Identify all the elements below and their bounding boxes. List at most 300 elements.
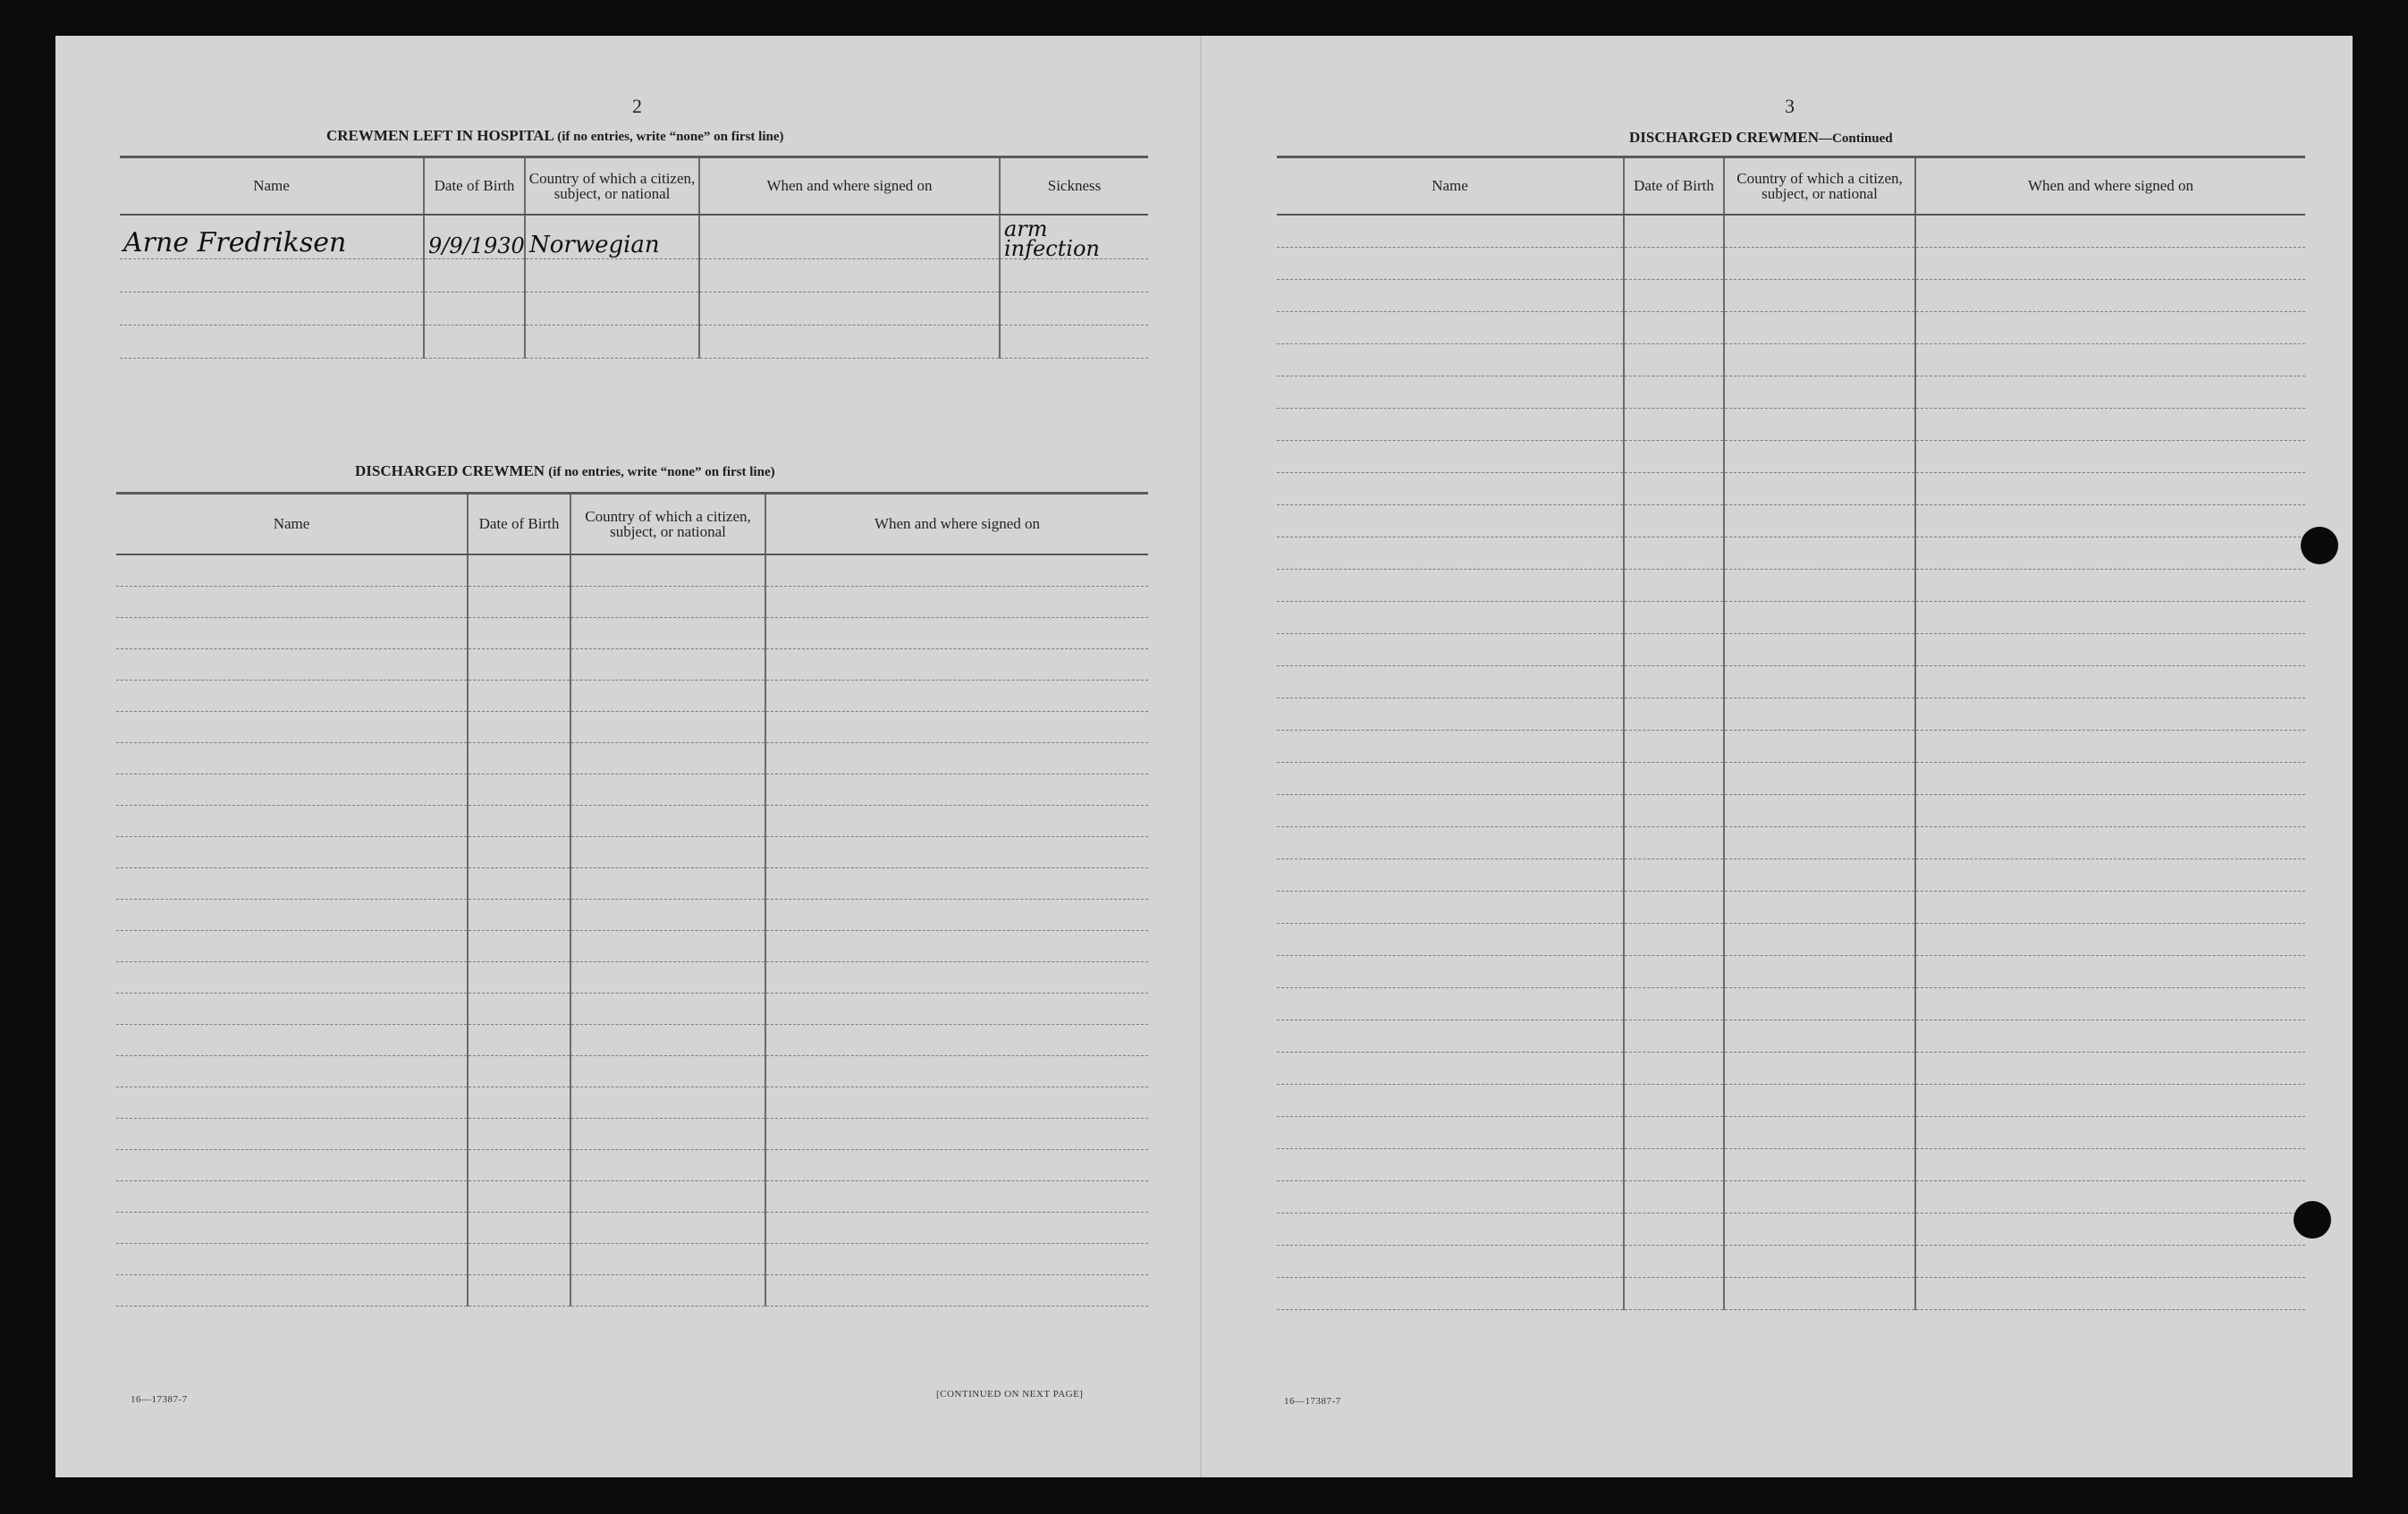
blank-cell xyxy=(1724,858,1915,891)
blank-cell xyxy=(1724,794,1915,826)
blank-cell xyxy=(116,1118,468,1149)
blank-cell xyxy=(1915,633,2305,665)
table-row xyxy=(116,1180,1148,1212)
blank-cell xyxy=(765,1180,1148,1212)
blank-cell xyxy=(1724,504,1915,537)
blank-cell xyxy=(1277,762,1624,794)
blank-cell xyxy=(468,1149,570,1180)
blank-cell xyxy=(1277,215,1624,248)
table-row xyxy=(120,292,1148,325)
column-header-signed-on: When and where signed on xyxy=(765,494,1148,554)
table-row xyxy=(1277,698,2305,730)
blank-cell xyxy=(1277,858,1624,891)
table-row xyxy=(1277,601,2305,633)
blank-cell xyxy=(1724,279,1915,311)
blank-cell xyxy=(116,1087,468,1118)
blank-cell xyxy=(1915,311,2305,343)
table-row xyxy=(1277,408,2305,440)
blank-cell xyxy=(1277,1148,1624,1180)
blank-cell xyxy=(1915,1213,2305,1245)
blank-cell xyxy=(116,836,468,867)
blank-cell xyxy=(570,867,765,899)
left-page xyxy=(55,36,1200,1477)
blank-cell xyxy=(116,1055,468,1087)
table-row xyxy=(1277,1245,2305,1277)
blank-cell xyxy=(1915,215,2305,248)
blank-cell xyxy=(468,961,570,993)
blank-cell xyxy=(1277,472,1624,504)
blank-cell xyxy=(765,1274,1148,1306)
blank-cell xyxy=(1624,1277,1724,1309)
blank-cell xyxy=(468,1055,570,1087)
blank-cell xyxy=(1915,1148,2305,1180)
blank-cell xyxy=(1724,343,1915,376)
blank-cell xyxy=(1915,1116,2305,1148)
blank-cell xyxy=(570,899,765,930)
blank-cell xyxy=(1724,569,1915,601)
table-row xyxy=(120,325,1148,358)
hospital-table xyxy=(120,156,1148,359)
blank-cell xyxy=(765,1024,1148,1055)
blank-cell xyxy=(1724,247,1915,279)
blank-cell xyxy=(1624,376,1724,408)
blank-cell xyxy=(1724,1019,1915,1052)
table-row xyxy=(116,930,1148,961)
sickness-cell xyxy=(1000,215,1148,259)
blank-cell xyxy=(570,554,765,587)
table-row xyxy=(1277,472,2305,504)
blank-cell xyxy=(1624,504,1724,537)
blank-cell xyxy=(1277,537,1624,569)
blank-cell xyxy=(1624,730,1724,762)
blank-cell xyxy=(1724,955,1915,987)
blank-cell xyxy=(116,1149,468,1180)
blank-cell xyxy=(116,899,468,930)
blank-cell xyxy=(765,867,1148,899)
blank-cell xyxy=(1915,762,2305,794)
blank-cell xyxy=(1624,762,1724,794)
blank-cell xyxy=(116,617,468,648)
table-row xyxy=(1277,311,2305,343)
table-row xyxy=(1277,343,2305,376)
blank-cell xyxy=(570,742,765,774)
table-row xyxy=(116,1243,1148,1274)
blank-cell xyxy=(1624,601,1724,633)
blank-cell xyxy=(765,1243,1148,1274)
table-row xyxy=(1277,247,2305,279)
blank-cell xyxy=(1724,1052,1915,1084)
blank-cell xyxy=(765,1055,1148,1087)
column-header-sickness: Sickness xyxy=(1000,157,1148,215)
discharged-title: DISCHARGED CREWMEN xyxy=(1629,129,1820,146)
blank-cell xyxy=(1624,247,1724,279)
blank-cell xyxy=(1915,891,2305,923)
blank-cell xyxy=(1624,537,1724,569)
blank-cell xyxy=(116,993,468,1024)
table-row xyxy=(116,680,1148,711)
blank-cell xyxy=(570,1180,765,1212)
blank-cell xyxy=(116,1024,468,1055)
punch-hole xyxy=(2294,1201,2331,1239)
table-row xyxy=(116,836,1148,867)
blank-cell xyxy=(1277,408,1624,440)
blank-cell xyxy=(570,805,765,836)
discharged-table xyxy=(116,492,1148,1307)
crewman-dob: 9/9/1930 xyxy=(428,233,525,258)
table-row xyxy=(1277,569,2305,601)
blank-cell xyxy=(570,680,765,711)
blank-cell xyxy=(1277,633,1624,665)
table-row xyxy=(116,774,1148,805)
blank-cell xyxy=(1624,1245,1724,1277)
blank-cell xyxy=(1724,633,1915,665)
blank-cell xyxy=(570,1243,765,1274)
blank-cell xyxy=(1724,1245,1915,1277)
blank-cell xyxy=(1724,1084,1915,1116)
page-number: 3 xyxy=(1785,95,1795,117)
blank-cell xyxy=(468,1118,570,1149)
blank-cell xyxy=(1624,569,1724,601)
blank-cell xyxy=(1624,955,1724,987)
table-row xyxy=(1277,858,2305,891)
right-page xyxy=(1202,36,2353,1477)
hospital-note: (if no entries, write “none” on first line) xyxy=(557,130,784,144)
blank-cell xyxy=(1624,1148,1724,1180)
blank-cell xyxy=(1277,601,1624,633)
blank-cell xyxy=(1724,665,1915,698)
blank-cell xyxy=(1915,698,2305,730)
column-header-name: Name xyxy=(116,494,468,554)
blank-cell xyxy=(1277,794,1624,826)
dob-cell xyxy=(424,215,525,259)
blank-cell xyxy=(1915,504,2305,537)
blank-cell xyxy=(1624,279,1724,311)
blank-cell xyxy=(116,774,468,805)
column-header-country: Country of which a citizen, subject, or national xyxy=(1724,157,1915,215)
blank-cell xyxy=(570,1118,765,1149)
table-row xyxy=(1277,440,2305,472)
table-row xyxy=(1277,955,2305,987)
blank-cell xyxy=(1624,472,1724,504)
column-header-country: Country of which a citizen, subject, or national xyxy=(525,157,699,215)
blank-cell xyxy=(1277,279,1624,311)
blank-cell xyxy=(1724,1116,1915,1148)
table-row xyxy=(120,258,1148,292)
blank-cell xyxy=(570,711,765,742)
blank-cell xyxy=(1277,698,1624,730)
table-row xyxy=(1277,1084,2305,1116)
blank-cell xyxy=(116,586,468,617)
table-row xyxy=(1277,1052,2305,1084)
blank-cell xyxy=(765,648,1148,680)
discharged-continued-table-body xyxy=(1277,215,2305,1310)
blank-cell xyxy=(570,961,765,993)
table-row xyxy=(116,648,1148,680)
blank-cell xyxy=(468,680,570,711)
blank-cell xyxy=(765,930,1148,961)
table-row xyxy=(1277,376,2305,408)
blank-cell xyxy=(1915,440,2305,472)
blank-cell xyxy=(1624,858,1724,891)
crewman-sickness: arm infection xyxy=(1004,216,1100,261)
blank-cell xyxy=(1624,440,1724,472)
blank-cell xyxy=(1915,376,2305,408)
column-header-name: Name xyxy=(1277,157,1624,215)
blank-cell xyxy=(468,899,570,930)
table-row xyxy=(1277,279,2305,311)
blank-cell xyxy=(1277,955,1624,987)
blank-cell xyxy=(1915,1019,2305,1052)
blank-cell xyxy=(765,805,1148,836)
table-row xyxy=(1277,1277,2305,1309)
page-number: 2 xyxy=(632,95,642,117)
blank-cell xyxy=(765,774,1148,805)
blank-cell xyxy=(1624,923,1724,955)
blank-cell xyxy=(1915,247,2305,279)
blank-cell xyxy=(116,1180,468,1212)
name-cell xyxy=(120,215,424,259)
blank-cell xyxy=(570,836,765,867)
blank-cell xyxy=(1624,665,1724,698)
discharged-section-title xyxy=(355,462,775,480)
blank-cell xyxy=(570,930,765,961)
blank-cell xyxy=(1277,504,1624,537)
blank-cell xyxy=(1724,923,1915,955)
blank-cell xyxy=(1624,794,1724,826)
signed-on-cell xyxy=(699,215,1000,259)
column-header-signed-on: When and where signed on xyxy=(1915,157,2305,215)
blank-cell xyxy=(1915,1277,2305,1309)
blank-cell xyxy=(1915,601,2305,633)
blank-cell xyxy=(570,1274,765,1306)
blank-cell xyxy=(1277,891,1624,923)
table-row xyxy=(116,1024,1148,1055)
blank-cell xyxy=(765,680,1148,711)
blank-cell xyxy=(1277,1180,1624,1213)
column-header-dob: Date of Birth xyxy=(468,494,570,554)
blank-cell xyxy=(1915,1245,2305,1277)
column-header-dob: Date of Birth xyxy=(1624,157,1724,215)
blank-cell xyxy=(468,554,570,587)
table-row xyxy=(1277,215,2305,248)
column-header-name: Name xyxy=(120,157,424,215)
discharged-table-body xyxy=(116,554,1148,1307)
crewman-name: Arne Fredriksen xyxy=(123,226,347,258)
blank-cell xyxy=(1624,826,1724,858)
blank-cell xyxy=(765,617,1148,648)
hospital-section-title xyxy=(326,127,784,145)
blank-cell xyxy=(1624,891,1724,923)
table-row xyxy=(120,215,1148,259)
blank-cell xyxy=(570,993,765,1024)
table-row xyxy=(116,1149,1148,1180)
blank-cell xyxy=(1915,1180,2305,1213)
blank-cell xyxy=(116,961,468,993)
blank-cell xyxy=(468,805,570,836)
blank-cell xyxy=(1724,1180,1915,1213)
blank-cell xyxy=(468,617,570,648)
blank-cell xyxy=(765,586,1148,617)
table-row xyxy=(116,711,1148,742)
blank-cell xyxy=(1724,1148,1915,1180)
blank-cell xyxy=(1277,730,1624,762)
blank-cell xyxy=(1915,279,2305,311)
table-row xyxy=(1277,730,2305,762)
blank-cell xyxy=(1724,987,1915,1019)
blank-cell xyxy=(468,1087,570,1118)
blank-cell xyxy=(116,680,468,711)
blank-cell xyxy=(1624,1052,1724,1084)
blank-cell xyxy=(1624,633,1724,665)
blank-cell xyxy=(1277,376,1624,408)
blank-cell xyxy=(1724,826,1915,858)
discharged-title: DISCHARGED CREWMEN xyxy=(355,462,545,479)
table-row xyxy=(1277,891,2305,923)
blank-cell xyxy=(1915,569,2305,601)
blank-cell xyxy=(765,961,1148,993)
table-row xyxy=(116,1212,1148,1243)
blank-cell xyxy=(1277,311,1624,343)
blank-cell xyxy=(1915,826,2305,858)
discharged-title-suffix: —Continued xyxy=(1819,131,1893,146)
table-row xyxy=(116,1118,1148,1149)
table-row xyxy=(116,867,1148,899)
blank-cell xyxy=(1624,1084,1724,1116)
table-row xyxy=(1277,504,2305,537)
blank-cell xyxy=(1277,569,1624,601)
blank-cell xyxy=(570,1212,765,1243)
blank-cell xyxy=(1277,247,1624,279)
blank-cell xyxy=(765,899,1148,930)
blank-cell xyxy=(468,930,570,961)
table-row xyxy=(116,617,1148,648)
blank-cell xyxy=(1277,826,1624,858)
blank-cell xyxy=(765,1212,1148,1243)
blank-cell xyxy=(1724,215,1915,248)
blank-cell xyxy=(1915,955,2305,987)
blank-cell xyxy=(1915,408,2305,440)
blank-cell xyxy=(765,1118,1148,1149)
blank-cell xyxy=(468,993,570,1024)
table-row xyxy=(116,1274,1148,1306)
blank-cell xyxy=(765,993,1148,1024)
blank-cell xyxy=(570,1149,765,1180)
blank-cell xyxy=(116,1274,468,1306)
table-row xyxy=(1277,794,2305,826)
discharged-continued-table xyxy=(1277,156,2305,1310)
blank-cell xyxy=(765,1087,1148,1118)
blank-cell xyxy=(1724,601,1915,633)
blank-cell xyxy=(116,930,468,961)
blank-cell xyxy=(468,774,570,805)
table-row xyxy=(116,586,1148,617)
continued-note: [CONTINUED ON NEXT PAGE] xyxy=(936,1389,1084,1400)
blank-cell xyxy=(1724,311,1915,343)
table-row xyxy=(1277,762,2305,794)
blank-cell xyxy=(1915,472,2305,504)
blank-cell xyxy=(1277,1277,1624,1309)
blank-cell xyxy=(1724,408,1915,440)
blank-cell xyxy=(1624,1019,1724,1052)
table-row xyxy=(116,899,1148,930)
blank-cell xyxy=(570,648,765,680)
blank-cell xyxy=(1624,1116,1724,1148)
table-row xyxy=(116,1087,1148,1118)
blank-cell xyxy=(468,1180,570,1212)
blank-cell xyxy=(570,1087,765,1118)
table-row xyxy=(1277,1213,2305,1245)
blank-cell xyxy=(1277,440,1624,472)
blank-cell xyxy=(1624,698,1724,730)
blank-cell xyxy=(1724,730,1915,762)
table-row xyxy=(116,961,1148,993)
blank-cell xyxy=(468,1243,570,1274)
blank-cell xyxy=(116,554,468,587)
blank-cell xyxy=(1724,891,1915,923)
column-header-country: Country of which a citizen, subject, or national xyxy=(570,494,765,554)
blank-cell xyxy=(1915,987,2305,1019)
blank-cell xyxy=(468,586,570,617)
blank-cell xyxy=(1724,376,1915,408)
blank-cell xyxy=(1724,762,1915,794)
column-header-dob: Date of Birth xyxy=(424,157,525,215)
blank-cell xyxy=(468,711,570,742)
blank-cell xyxy=(468,1212,570,1243)
punch-hole xyxy=(2301,527,2338,564)
table-row xyxy=(116,1055,1148,1087)
blank-cell xyxy=(1915,343,2305,376)
table-row xyxy=(116,993,1148,1024)
blank-cell xyxy=(468,742,570,774)
blank-cell xyxy=(1915,1052,2305,1084)
table-row xyxy=(1277,1116,2305,1148)
table-row xyxy=(1277,987,2305,1019)
blank-cell xyxy=(468,648,570,680)
blank-cell xyxy=(116,711,468,742)
blank-cell xyxy=(468,836,570,867)
blank-cell xyxy=(1277,1213,1624,1245)
blank-cell xyxy=(1724,537,1915,569)
blank-cell xyxy=(1277,1084,1624,1116)
blank-cell xyxy=(1624,987,1724,1019)
blank-cell xyxy=(765,711,1148,742)
blank-cell xyxy=(765,836,1148,867)
blank-cell xyxy=(116,867,468,899)
hospital-title: CREWMEN LEFT IN HOSPITAL xyxy=(326,127,553,144)
blank-cell xyxy=(1915,730,2305,762)
table-row xyxy=(1277,633,2305,665)
table-row xyxy=(116,554,1148,587)
blank-cell xyxy=(1277,1019,1624,1052)
blank-cell xyxy=(1915,1084,2305,1116)
blank-cell xyxy=(1277,987,1624,1019)
blank-cell xyxy=(468,1274,570,1306)
blank-cell xyxy=(1277,1245,1624,1277)
table-row xyxy=(1277,923,2305,955)
blank-cell xyxy=(1915,923,2305,955)
blank-cell xyxy=(1277,343,1624,376)
table-row xyxy=(116,805,1148,836)
table-row xyxy=(1277,1019,2305,1052)
blank-cell xyxy=(1915,665,2305,698)
blank-cell xyxy=(1624,1180,1724,1213)
blank-cell xyxy=(1277,1116,1624,1148)
table-row xyxy=(1277,826,2305,858)
blank-cell xyxy=(1624,1213,1724,1245)
blank-cell xyxy=(116,805,468,836)
blank-cell xyxy=(1724,1213,1915,1245)
table-row xyxy=(1277,1148,2305,1180)
